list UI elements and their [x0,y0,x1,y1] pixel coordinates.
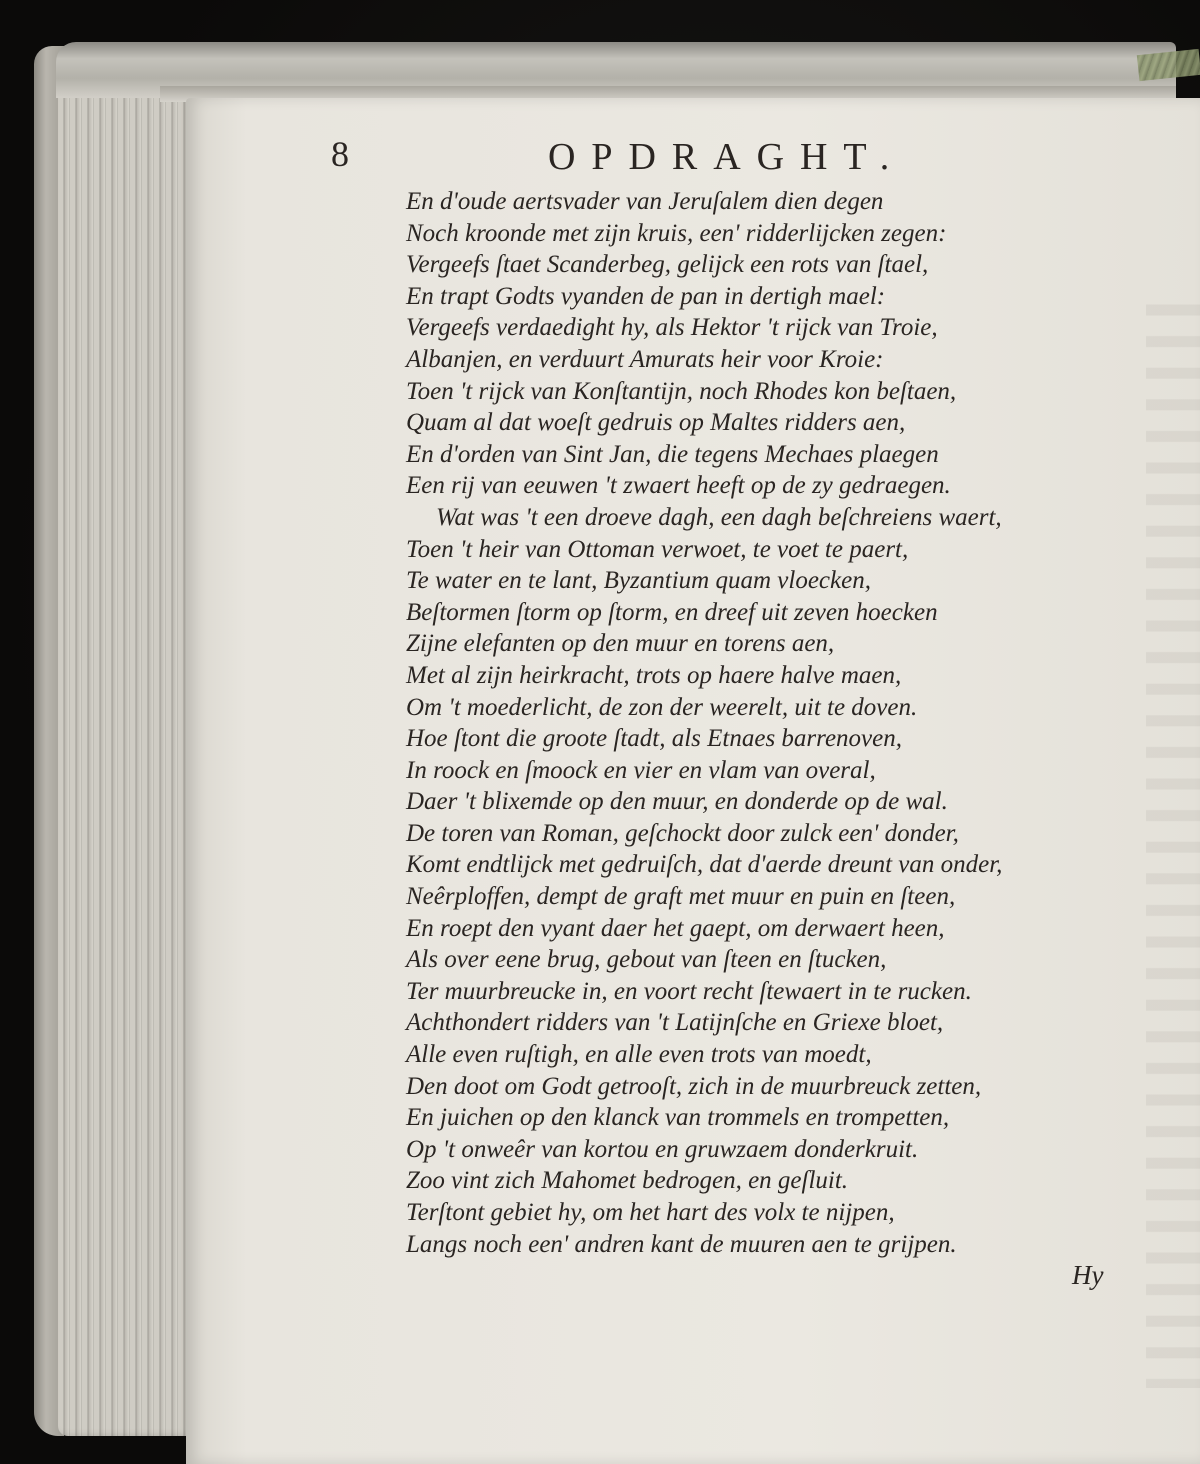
verse-line: Quam al dat woeſt gedruis op Maltes ridders aen, [406,409,906,437]
verse-line: Zoo vint zich Mahomet bedrogen, en geſluit. [406,1167,849,1195]
verse-line: Daer 't blixemde op den muur, en donderde op de wal. [406,788,948,816]
verse-line: Toen 't heir van Ottoman verwoet, te voet te paert, [406,535,909,563]
verse-line: Op 't onweêr van kortou en gruwzaem donderkruit. [406,1135,919,1163]
verse-line: Zijne elefanten op den muur en torens aen, [406,630,835,658]
verse-line: Beſtormen ſtorm op ſtorm, en dreef uit zeven hoecken [406,598,938,626]
verse-line: Noch kroonde met zijn kruis, een' ridderlijcken zegen: [406,219,947,247]
page-number: 8 [331,134,349,174]
verse-line: Toen 't rijck van Konſtantijn, noch Rhodes kon beſtaen, [406,377,957,405]
verse-line: En roept den vyant daer het gaept, om derwaert heen, [406,914,945,942]
running-header: OPDRAGHT. [548,136,906,178]
verse-line: Komt endtlijck met gedruiſch, dat d'aerde dreunt van onder, [406,851,1003,879]
verse-line: De toren van Roman, geſchockt door zulck een' donder, [406,819,959,847]
verse-line: En d'oude aertsvader van Jeruſalem dien degen [406,188,884,215]
verse-line: Den doot om Godt getrooſt, zich in de muurbreuck zetten, [406,1072,982,1100]
verse-line: Ter muurbreucke in, en voort recht ſtewaert in te rucken. [406,977,972,1005]
verse-line: En trapt Godts vyanden de pan in dertigh mael: [406,282,886,310]
verse-line: Vergeefs ſtaet Scanderbeg, gelijck een rots van ſtael, [406,251,929,279]
verse-line: Langs noch een' andren kant de muuren aen te grijpen. [406,1230,957,1258]
verse-line: Albanjen, en verduurt Amurats heir voor Kroie: [406,345,884,373]
verse-line: Een rij van eeuwen 't zwaert heeft op de zy gedraegen. [406,472,951,500]
verse-line: In roock en ſmoock en vier en vlam van overal, [406,756,876,784]
verse-line: Met al zijn heirkracht, trots op haere halve maen, [406,661,902,689]
verse-line: Om 't moederlicht, de zon der weerelt, uit te doven. [406,693,918,721]
verse-line: Terſtont gebiet hy, om het hart des volx te nijpen, [406,1199,895,1226]
verse-line: Hoe ſtont die groote ſtadt, als Etnaes barrenoven, [406,725,902,753]
catchword: Hy [1072,1260,1104,1290]
verse-line: Alle even ruſtigh, en alle even trots van moedt, [406,1041,872,1069]
verse-line: Als over eene brug, gebout van ſteen en ſtucken, [406,946,887,974]
verse-line: Wat was 't een droeve dagh, een dagh beſchreiens waert, [436,503,1002,531]
verse-line: En juichen op den klanck van trommels en trompetten, [406,1104,950,1132]
verse-line: Achthondert ridders van 't Latijnſche en Griexe bloet, [406,1009,944,1037]
verse-line: En d'orden van Sint Jan, die tegens Mechaes plaegen [406,440,939,468]
verse-line: Neêrploffen, dempt de graft met muur en puin en ſteen, [406,883,956,911]
verse-line: Te water en te lant, Byzantium quam vloecken, [406,567,871,595]
page-edges-stack [58,70,194,1436]
verse-text-block [406,186,1106,1260]
bleed-through-shading [1146,288,1200,1388]
verse-line: Vergeefs verdaedight hy, als Hektor 't rijck van Troie, [406,314,938,342]
